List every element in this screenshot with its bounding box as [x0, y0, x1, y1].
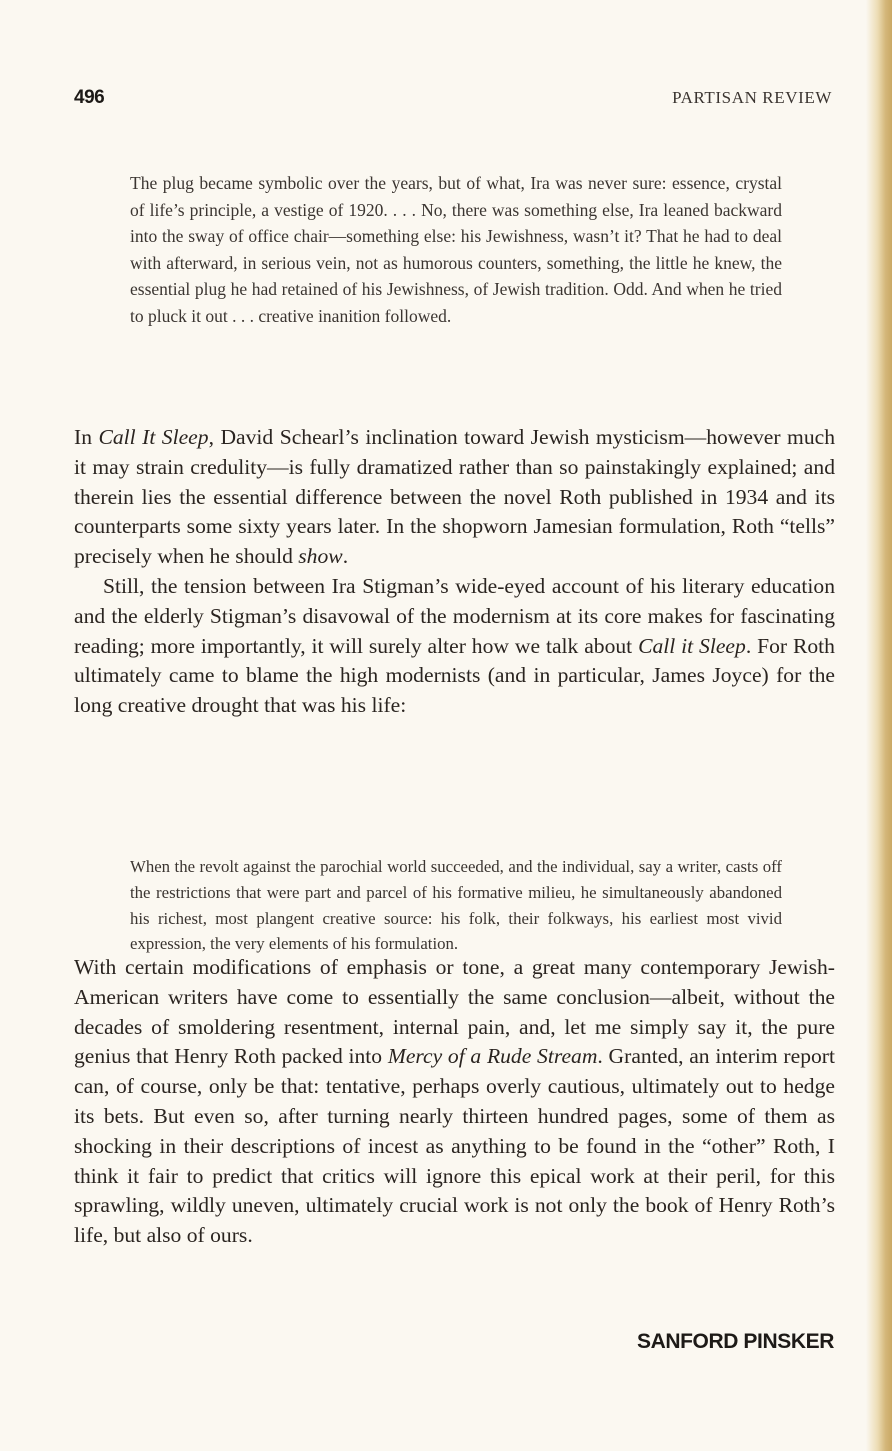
paragraph-text: . For Roth ultimately came to blame the high modernists (and in particular, James Joyce) for the long creative drought that was his life: [74, 633, 835, 718]
page-spine-shadow [866, 0, 892, 1451]
emphasis-italic: show [298, 544, 343, 569]
body-section-one [74, 423, 835, 721]
paragraph-text: In [74, 425, 99, 449]
paragraph-text: With certain modifications of emphasis or tone, a great many contemporary Jewish-American writers have come to essentially the same conclusion—albeit, without the decades of smoldering resentment, internal pain, and, let me simply say it, the pure genius that Henry Roth packed into [74, 955, 835, 1069]
paragraph-text: Still, the tension between Ira Stigman’s wide-eyed account of his literary education and the elderly Stigman’s disavowal of the modernism at its core makes for fascinating reading; more importantly, it will surely alter how we talk about [74, 573, 835, 658]
page-header [74, 87, 832, 113]
author-signature: SANFORD PINSKER [636, 1330, 834, 1353]
paragraph-modernism [74, 572, 835, 721]
block-quote-ira: The plug became symbolic over the years, but of what, Ira was never sure: essence, crystal of life’s principle, a vestige of 1920. . . . No, there was something else, Ira leaned backward into the sway of office chair—something else: his Jewishness, wasn’t it? That he had to deal with afterward, in serious vein, not as humorous counters, something, the little he knew, the essential plug he had retained of his Jewishness, of Jewish tradition. Odd. And when he tried to pluck it out . . . creative inanition followed. [130, 173, 782, 326]
running-head: PARTISAN REVIEW [672, 88, 832, 107]
book-title-italic: Mercy of a Rude Stream [387, 1044, 598, 1069]
block-quote-roth: When the revolt against the parochial world succeeded, and the individual, say a writer, casts off the restrictions that were part and parcel of his formative milieu, he simultaneously abandoned his richest, most plangent creative source: his folk, their folkways, his earliest most vivid expression, the very elements of his formulation. [130, 857, 782, 954]
paragraph-text: . [342, 544, 349, 569]
paragraph-text: , David Schearl’s inclination toward Jewish mysticism—however much it may strain credulity—is fully dramatized rather than so painstakingly explained; and therein lies the essential difference between the novel Roth published in 1934 and its counterparts some sixty years later. In the shopworn Jamesian formulation, Roth “tells” precisely when he should [74, 425, 836, 569]
book-title-italic: Call it Sleep [638, 633, 746, 658]
paragraph-conclusion [74, 953, 835, 1251]
body-section-two [74, 953, 835, 1251]
page-number: 496 [74, 87, 105, 108]
book-title-italic: Call It Sleep [98, 425, 209, 449]
paragraph-text: . Granted, an interim report can, of course, only be that: tentative, perhaps overly cautious, ultimately out to hedge its bets. But even so, after turning nearly thirteen hundred pages, some of them as shocking in their descriptions of incest as anything to be found in the “other” Roth, I think it fair to predict that critics will ignore this epical work at their peril, for this sprawling, wildly uneven, ultimately crucial work is not only the book of Henry Roth’s life, but also of ours. [74, 1044, 835, 1248]
paragraph-call-it-sleep [74, 423, 835, 572]
